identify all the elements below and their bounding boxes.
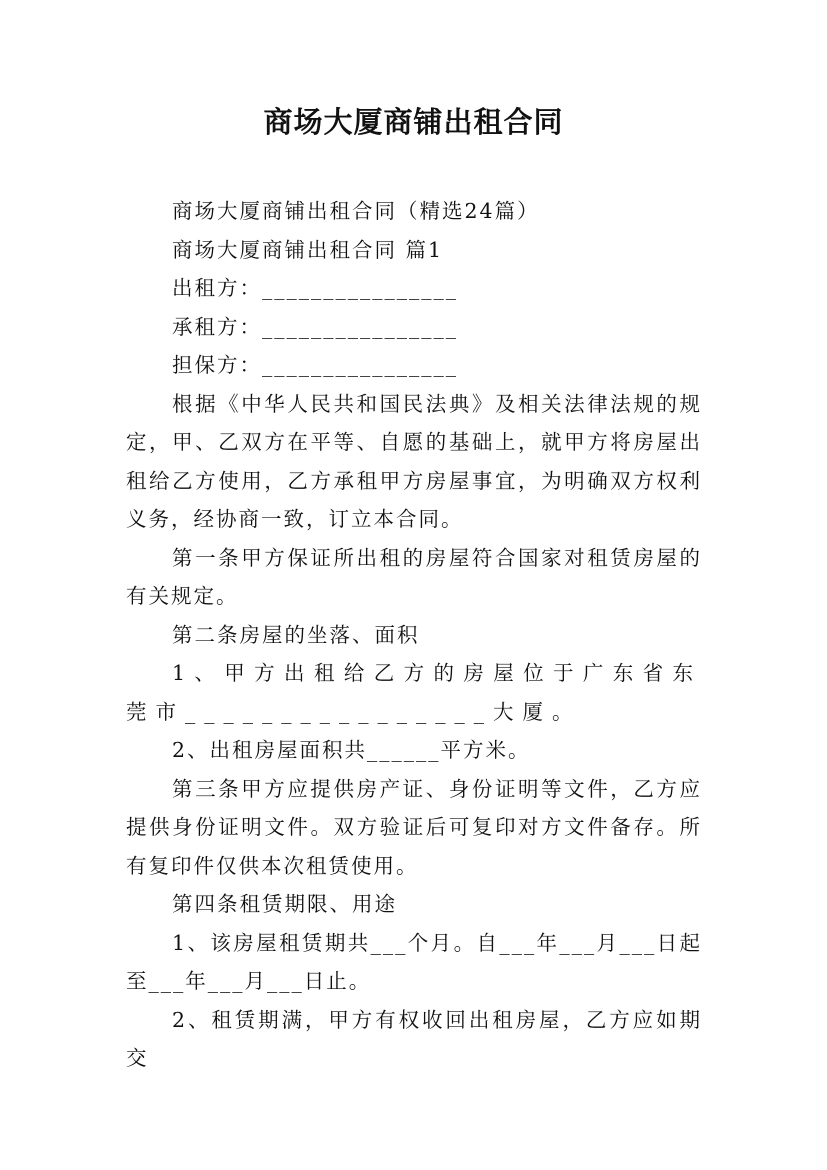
- document-body: [126, 192, 702, 1078]
- document-title: 商场大厦商铺出租合同: [263, 105, 564, 139]
- paragraph-preamble: 根据《中华人民共和国民法典》及相关法律法规的规定，甲、乙双方在平等、自愿的基础上，就甲方将房屋出租给乙方使用，乙方承租甲方房屋事宜，为明确双方权利义务，经协商一致，订立本合同。: [126, 391, 702, 531]
- paragraph-article-2-item-2: 2、出租房屋面积共______平方米。: [172, 738, 531, 762]
- paragraph-article-4-item-2: 2、租赁期满，甲方有权收回出租房屋，乙方应如期交: [126, 1007, 702, 1070]
- paragraph-article-4: 第四条租赁期限、用途: [172, 892, 397, 916]
- paragraph-article-1: 第一条甲方保证所出租的房屋符合国家对租赁房屋的有关规定。: [126, 545, 702, 608]
- paragraph-article-4-item-1: 1、该房屋租赁期共___个月。自___年___月___日起至___年___月___日止。: [126, 930, 702, 993]
- paragraph-article-3: 第三条甲方应提供房产证、身份证明等文件，乙方应提供身份证明文件。双方验证后可复印对方文件备存。所有复印件仅供本次租赁使用。: [126, 776, 702, 878]
- paragraph-guarantor: 担保方：________________: [172, 353, 458, 377]
- paragraph-lessor: 出租方：________________: [172, 276, 458, 300]
- paragraph-section-heading: 商场大厦商铺出租合同 篇1: [172, 237, 444, 262]
- paragraph-lessee: 承租方：________________: [172, 314, 458, 339]
- paragraph-article-2-item-1: 1、甲方出租给乙方的房屋位于广东省东莞市________________大厦。: [126, 661, 702, 724]
- paragraph-subtitle: 商场大厦商铺出租合同（精选24篇）: [172, 199, 540, 223]
- paragraph-article-2: 第二条房屋的坐落、面积: [172, 622, 420, 647]
